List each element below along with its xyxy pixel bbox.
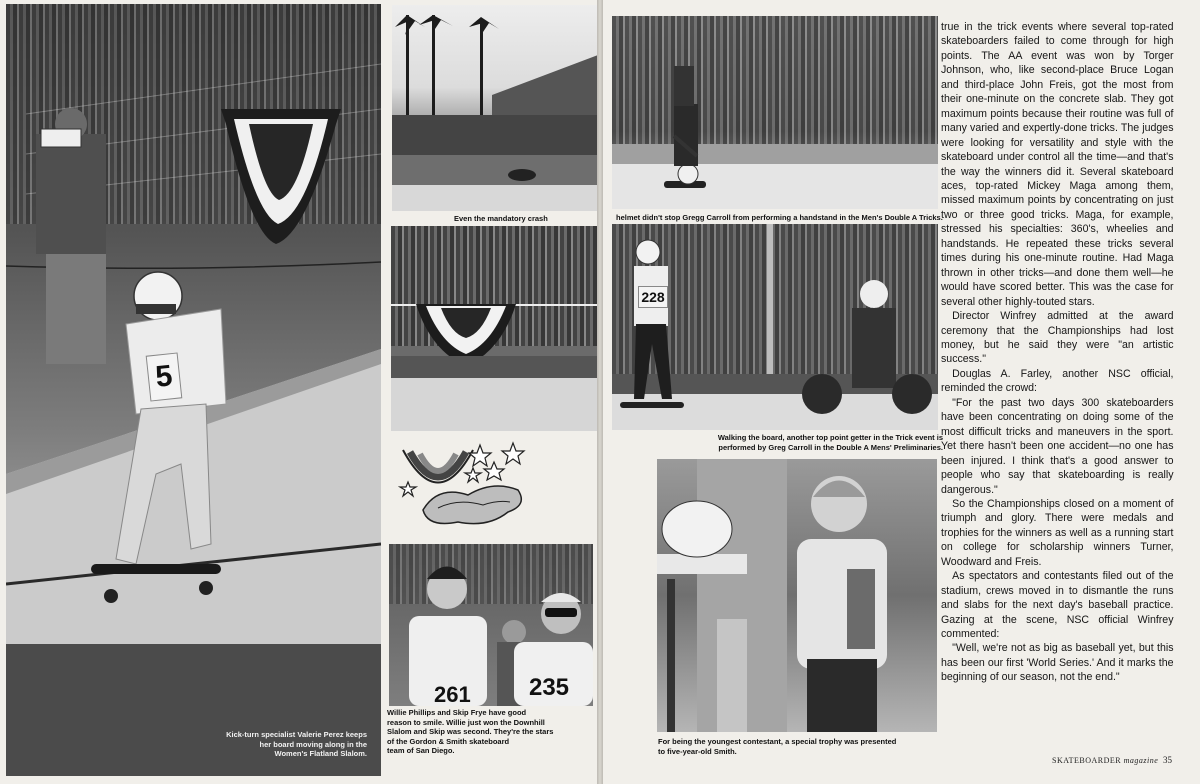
crash-scene <box>392 5 598 211</box>
page-number: 35 <box>1163 755 1172 765</box>
walking-board-scene <box>612 224 938 430</box>
caption-mandatory-crash: Even the mandatory crash <box>454 214 548 223</box>
caption-walking-the-board: Walking the board, another top point getter in the Trick event is performed by Greg Carroll in the Double A Mens' Preliminaries. <box>717 433 943 452</box>
caption-valerie-perez: Kick-turn specialist Valerie Perez keeps her board moving along in the Women's Flatland Slalom. <box>226 730 367 758</box>
bib-number-235: 235 <box>528 674 570 701</box>
article-body <box>941 20 1174 685</box>
magazine-word: magazine <box>1123 756 1159 765</box>
photo-crowd-bunting <box>391 226 598 431</box>
article-paragraph: So the Championships closed on a moment of triumph and glory. There were medals and trophies for the winners as well as a running start on college for scholarship winners Turner, Woodward and Freis. <box>941 497 1174 568</box>
magazine-name: SKATEBOARDER <box>1052 756 1122 765</box>
bunting-scene <box>391 226 598 431</box>
article-paragraph: "Well, we're not as big as baseball yet, but this has been our first 'World Series.' And it marks the beginning of our season, not the end." <box>941 642 1174 684</box>
caption-willie-phillips: Willie Phillips and Skip Frye have good reason to smile. Willie just won the Downhill Slalom and Skip was second. They're the stars of the Gordon & Smith skateboard team of San Diego. <box>387 708 554 755</box>
magazine-footer <box>1052 756 1158 765</box>
illustration-rainbow-stars <box>398 440 538 530</box>
caption-youngest-contestant: For being the youngest contestant, a special trophy was presented to five-year-old Smith. <box>658 737 897 756</box>
article-paragraph: true in the trick events where several top-rated skateboarders failed to come through for high points. The AA event was won by Torger Johnson, who, like second-place Bruce Logan and third-place John Freis, got the most from their one-minute on the concrete slab. They got maximum points because their routine was full of many varied and expertly-done tricks. The judges were looking for versatility and style with the skateboard under control all the time—and that's the way the winners did it. Several skateboard aces, top-rated Mickey Maga among them, missed maximum points by concentrating on just two or three good tricks. Maga, for example, stressed his specialties: 360's, wheelies and handstands. He repeated these tricks several times during his one-minute routine. Had Maga thrown in other tricks—and done them well—he would have scored better. This was the case for several other highly-touted stars. <box>941 21 1174 308</box>
bib-number-228: 228 <box>638 286 668 308</box>
valerie-scene <box>6 4 381 776</box>
caption-handstand: helmet didn't stop Gregg Carroll from performing a handstand in the Men's Double A Tricks. <box>616 213 943 222</box>
article-paragraph: Douglas A. Farley, another NSC official, reminded the crowd: <box>941 367 1174 395</box>
bib-number-5: 5 <box>146 352 183 401</box>
photo-valerie-perez-slalom <box>6 4 381 776</box>
photo-gregg-carroll-handstand <box>612 16 938 209</box>
photo-mandatory-crash <box>392 5 598 211</box>
photo-walking-the-board <box>612 224 938 430</box>
article-paragraph: "For the past two days 300 skateboarders have been concentrating on doing some of the most difficult tricks and maneuvers in the sport. Yet there hasn't been one accident—no one has been injured. I think that's a good answer to people who say that skateboarding is really dangerous." <box>941 396 1174 496</box>
bib-number-261: 261 <box>434 682 471 706</box>
left-page <box>0 0 597 784</box>
handstand-scene <box>612 16 938 209</box>
photo-willie-phillips-skip-frye <box>389 544 593 706</box>
photo-youngest-contestant-smith <box>657 459 937 732</box>
youngest-scene <box>657 459 937 732</box>
rainbow-stars-icon <box>398 440 538 530</box>
article-paragraph: As spectators and contestants filed out of the stadium, crews moved in to dismantle the runs and slabs for the next day's baseball practice. Gazing at the scene, NSC official Winfrey commented: <box>941 570 1174 641</box>
article-paragraph: Director Winfrey admitted at the award ceremony that the Championships had lost money, but he said they were "an artistic success." <box>941 310 1174 366</box>
